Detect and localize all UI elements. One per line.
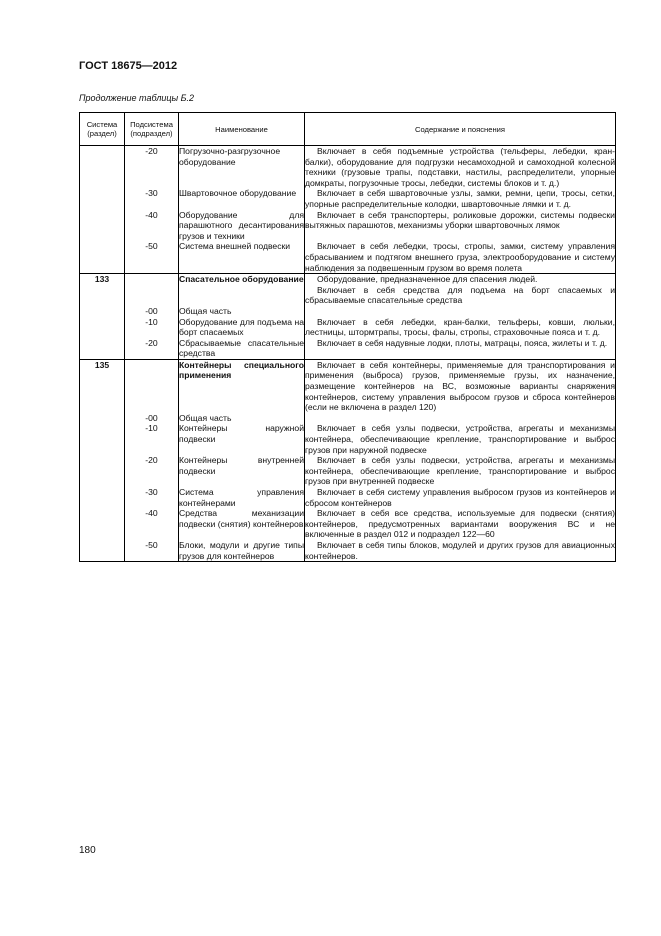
cell-system [80, 338, 125, 360]
table-row [80, 241, 616, 273]
table-row [80, 359, 616, 412]
table-row [80, 487, 616, 508]
table-header-row [80, 113, 616, 146]
cell-name: Оборудование для парашютного десантирования грузов и техники [179, 209, 304, 241]
cell-description [305, 188, 616, 209]
cell-subsystem: -20 [125, 338, 179, 360]
cell-name: Контейнеры специального применения [179, 359, 305, 412]
table-row [80, 317, 616, 338]
cell-system [80, 413, 125, 424]
table-caption: Продолжение таблицы Б.2 [79, 93, 195, 103]
cell-name: Общая часть [179, 306, 305, 317]
cell-system: 133 [80, 274, 125, 306]
cell-name: Погрузочно-разгрузочное оборудование [179, 146, 305, 189]
cell-subsystem: -00 [125, 413, 179, 424]
cell-name: Общая часть [179, 413, 305, 424]
column-header-name: Наименование [179, 113, 305, 146]
cell-description [305, 241, 616, 273]
table-row [80, 423, 616, 455]
cell-name: Средства механизации подвески (снятия) контейнеров [179, 508, 305, 540]
table-row [80, 455, 616, 487]
table-row [80, 508, 616, 540]
description-paragraph: Включает в себя контейнеры, применяемые для транспортирования и применения (выброса) грузов, применяемые грузы, их назначение, размещение контейнеров на ВС, возможные варианты снаряжения контейнеров, систему управления выбросом грузов и сброса контейнеров (если не включена в раздел 120) [305, 359, 615, 413]
cell-subsystem: -00 [125, 306, 179, 317]
table-row [80, 413, 616, 424]
classification-table [79, 112, 616, 562]
description-paragraph: Включает в себя все средства, используемые для подвески (снятия) контейнеров, предусмотренных вариантами вооружения ВС и не включенные в раздел 012 и подраздел 122—60 [305, 508, 615, 540]
table-row [80, 210, 616, 242]
cell-description [305, 508, 616, 540]
cell-system [80, 306, 125, 317]
cell-subsystem: -50 [125, 241, 179, 273]
cell-subsystem: -40 [125, 210, 179, 242]
cell-name: Блоки, модули и другие типы грузов для контейнеров [179, 539, 304, 561]
cell-description [305, 338, 616, 360]
cell-system [80, 210, 125, 242]
cell-subsystem: -50 [125, 540, 179, 562]
table-row [80, 146, 616, 189]
table-row [80, 274, 616, 306]
cell-name: Спасательное оборудование [179, 274, 305, 306]
cell-subsystem: -40 [125, 508, 179, 540]
cell-subsystem: -20 [125, 146, 179, 189]
table-row [80, 540, 616, 562]
cell-description [305, 146, 616, 189]
cell-system [80, 317, 125, 338]
cell-description [305, 274, 616, 306]
cell-system [80, 487, 125, 508]
cell-system [80, 146, 125, 189]
cell-subsystem: -20 [125, 455, 179, 487]
cell-description [305, 540, 616, 562]
cell-system [80, 188, 125, 209]
cell-description [305, 306, 616, 317]
table-row [80, 338, 616, 360]
description-paragraph: Оборудование, предназначенное для спасения людей. [317, 274, 538, 285]
cell-system [80, 423, 125, 455]
description-paragraph: Включает в себя лебедки, кран-балки, тельферы, ковши, люльки, лестницы, штормтрапы, тросы, фалы, стропы, страховочные пояса и т. д. [305, 316, 615, 338]
column-header-subsystem: Подсистема (подраздел) [125, 113, 179, 146]
cell-subsystem: -30 [125, 487, 179, 508]
cell-subsystem: -10 [125, 423, 179, 455]
description-paragraph: Включает в себя узлы подвески, устройства, агрегаты и механизмы контейнера, обеспечивающие крепление, транспортирование и выброс грузов при внутренней подвеске [305, 455, 615, 487]
column-header-system: Система (раздел) [80, 113, 125, 146]
page-number: 180 [79, 845, 96, 856]
description-paragraph: Включает в себя швартовочные узлы, замки, ремни, цепи, тросы, сетки, упорные распределительные колодки, швартовочные лямки и т. д. [305, 188, 615, 209]
cell-description [305, 359, 616, 412]
description-paragraph: Включает в себя типы блоков, модулей и других грузов для авиационных контейнеров. [305, 539, 615, 561]
cell-description [305, 317, 616, 338]
cell-description [305, 210, 616, 242]
cell-name: Контейнеры наружной подвески [179, 423, 305, 455]
cell-system [80, 241, 125, 273]
cell-name: Оборудование для подъема на борт спасаемых [179, 316, 304, 338]
cell-name: Система управления контейнерами [179, 487, 304, 508]
cell-system [80, 508, 125, 540]
cell-name: Система внешней подвески [179, 241, 305, 273]
cell-system [80, 540, 125, 562]
cell-system: 135 [80, 359, 125, 412]
cell-name: Сбрасываемые спасательные средства [179, 337, 304, 359]
description-paragraph: Включает в себя систему управления выбросом грузов из контейнеров и сбросом контейнеров [305, 487, 615, 508]
cell-name: Швартовочное оборудование [179, 188, 305, 209]
cell-description [305, 487, 616, 508]
description-paragraph: Включает в себя подъемные устройства (тельферы, лебедки, кран-балки), оборудование для подгрузки несамоходной и самоходной колесной техники (грузовые трапы, подставки, настилы, распределители, упорные домкраты, погрузочные тросы, лебедки, системы блоков и т. д.) [305, 146, 615, 188]
description-paragraph: Включает в себя узлы подвески, устройства, агрегаты и механизмы контейнера, обеспечивающие крепление, транспортирование и выброс грузов при наружной подвеске [305, 423, 615, 455]
table-row [80, 306, 616, 317]
cell-name: Контейнеры внутренней подвески [179, 455, 305, 487]
cell-subsystem: -30 [125, 188, 179, 209]
description-paragraph: Включает в себя лебедки, тросы, стропы, замки, систему управления сбрасыванием и подтягом внешнего груза, электрооборудование и систему наблюдения за подвешенным грузом во время полета [305, 241, 615, 273]
cell-system [80, 455, 125, 487]
description-paragraph: Включает в себя транспортеры, роликовые дорожки, системы подвески вытяжных парашютов, механизмы уборки швартовочных лямок [305, 209, 615, 231]
column-header-description: Содержание и пояснения [305, 113, 616, 146]
cell-subsystem [125, 274, 179, 306]
description-paragraph: Включает в себя надувные лодки, плоты, матрацы, пояса, жилеты и т. д. [317, 337, 608, 348]
cell-subsystem: -10 [125, 317, 179, 338]
cell-description [305, 413, 616, 424]
cell-description [305, 423, 616, 455]
cell-description [305, 455, 616, 487]
cell-subsystem [125, 359, 179, 412]
document-header: ГОСТ 18675—2012 [79, 60, 178, 72]
description-paragraph: Включает в себя средства для подъема на борт спасаемых и сбрасываемые спасательные средства [305, 284, 615, 306]
table-row [80, 188, 616, 209]
